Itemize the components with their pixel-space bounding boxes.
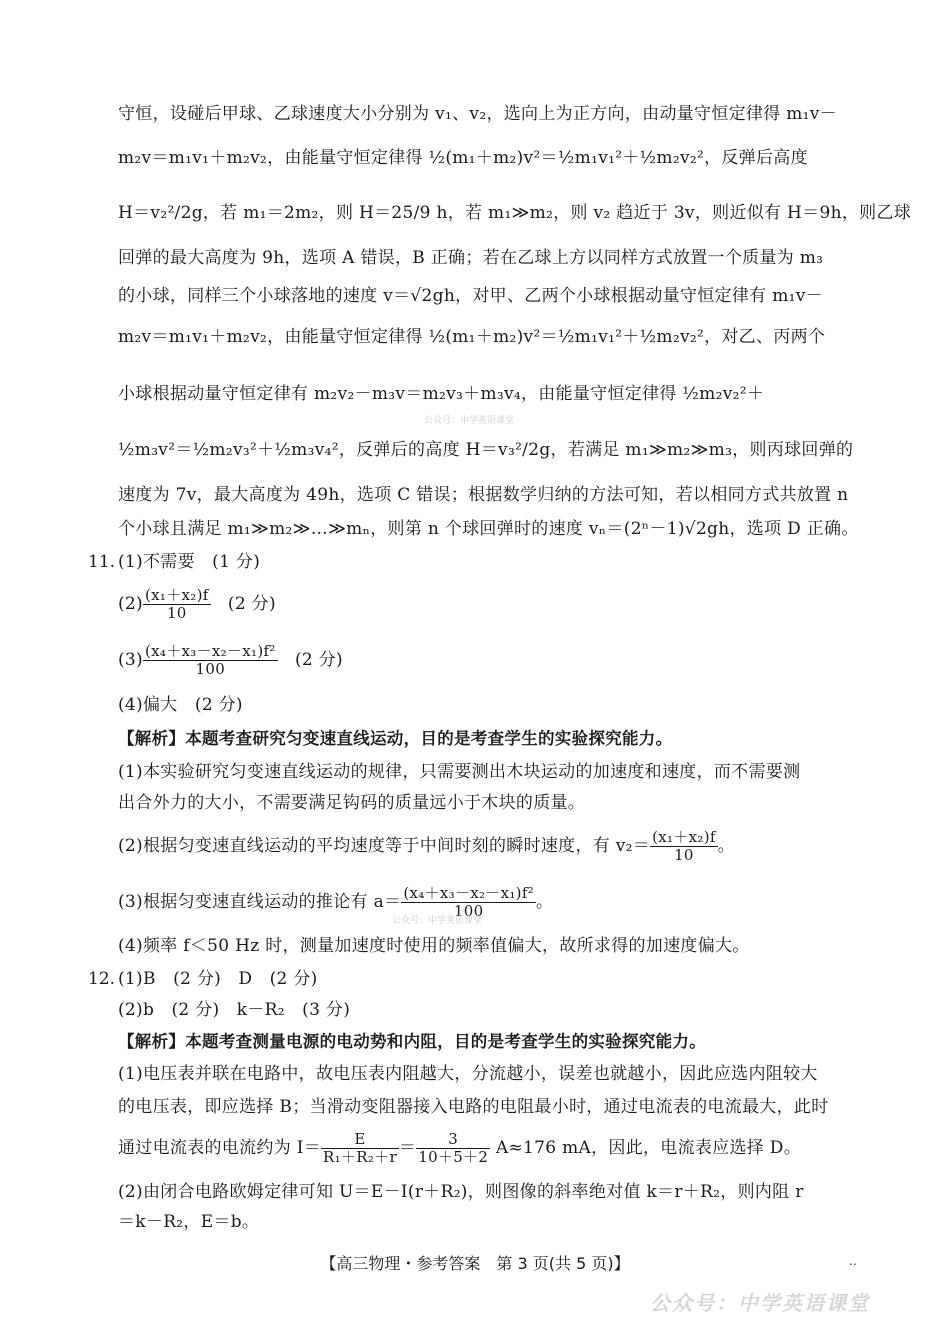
footer-dots: .. xyxy=(849,1254,857,1268)
text-line: (3)根据匀变速直线运动的推论有 a＝ $\frac{\text{(x₄＋x₃－x₂－x₁)f²}}{100}$ 。 xyxy=(118,884,554,920)
text-line: H＝v₂²/2g，若 m₁＝2m₂，则 H＝25/9 h，若 m₁≫m₂，则 v₂ 趋近于 3v，则近似有 H＝9h，则乙球 xyxy=(118,203,912,223)
fraction: $\frac{\text{(x₄＋x₃－x₂－x₁)f²}}{100}$ xyxy=(144,642,276,678)
text-line: 通过电流表的电流约为 I＝ $\frac{E}{\text{R₁＋R₂＋r}}$ ＝ $\frac{3}{10+5+2}$ A≈176 mA，因此，电流表应选择 D。 xyxy=(118,1130,802,1166)
text-line: (1)本实验研究匀变速直线运动的规律，只需要测出木块运动的加速度和速度，而不需要测 xyxy=(118,762,801,782)
fraction: $\frac{3}{10+5+2}$ xyxy=(418,1130,489,1166)
watermark-small: 公众号：中学英语课堂 xyxy=(424,416,515,426)
answer-line: (2)b (2 分) k－R₂ (3 分) xyxy=(118,1000,351,1020)
text-line: (2)由闭合电路欧姆定律可知 U＝E－I(r＋R₂)，则图像的斜率绝对值 k＝r＋R₂，则内阻 r xyxy=(118,1182,804,1202)
fraction: $\frac{E}{\text{R₁＋R₂＋r}}$ xyxy=(323,1130,397,1166)
text-line: m₂v＝m₁v₁＋m₂v₂，由能量守恒定律得 ½(m₁＋m₂)v²＝½m₁v₁²＋½m₂v₂²，反弹后高度 xyxy=(118,148,808,168)
analysis-heading: 【解析】本题考查研究匀变速直线运动，目的是考查学生的实验探究能力。 xyxy=(118,729,673,748)
question-number: 12. xyxy=(88,969,116,989)
text-line: ½m₃v²＝½m₂v₃²＋½m₃v₄²，反弹后的高度 H＝v₃²/2g，若满足 m₁≫m₂≫m₃，则丙球回弹的 xyxy=(118,440,854,460)
text-line: 的小球，同样三个小球落地的速度 v＝√2gh，对甲、乙两个小球根据动量守恒定律有 m₁v－ xyxy=(118,286,823,306)
text-line: (4)频率 f＜50 Hz 时，测量加速度时使用的频率值偏大，故所求得的加速度偏大。 xyxy=(118,936,750,956)
watermark-large: 公众号：中学英语课堂 xyxy=(650,1291,870,1315)
answer-line: (1)不需要 (1 分) xyxy=(118,552,261,572)
text-line: 的电压表，即应选择 B；当滑动变阻器接入电路的电阻最小时，通过电流表的电流最大，此时 xyxy=(118,1097,829,1117)
text-line: ＝k－R₂，E＝b。 xyxy=(118,1212,260,1232)
answer-line: (1)B (2 分) D (2 分) xyxy=(118,969,318,989)
fraction: $\frac{\text{(x₁＋x₂)f}}{10}$ xyxy=(652,828,716,864)
analysis-heading: 【解析】本题考查测量电源的电动势和内阻，目的是考查学生的实验探究能力。 xyxy=(118,1032,706,1051)
text-line: 速度为 7v，最大高度为 49h，选项 C 错误；根据数学归纳的方法可知，若以相同方式共放置 n xyxy=(118,485,849,505)
answer-line: (2) $\frac{\text{(x₁＋x₂)f}}{10}$ (2 分) xyxy=(118,586,276,622)
text-line: (1)电压表并联在电路中，故电压表内阻越大，分流越小，误差也就越小，因此应选内阻较大 xyxy=(118,1064,818,1084)
page-footer: 【高三物理・参考答案 第 3 页(共 5 页)】 xyxy=(320,1254,630,1273)
text-line: 回弹的最大高度为 9h，选项 A 错误，B 正确；若在乙球上方以同样方式放置一个质量为 m₃ xyxy=(118,248,824,268)
fraction: $\frac{\text{(x₁＋x₂)f}}{10}$ xyxy=(144,586,209,622)
text-line: m₂v＝m₁v₁＋m₂v₂，由能量守恒定律得 ½(m₁＋m₂)v²＝½m₁v₁²＋½m₂v₂²，对乙、丙两个 xyxy=(118,327,826,347)
question-number: 11. xyxy=(88,552,116,572)
watermark-small: 公众号：中学英语课堂 xyxy=(392,916,483,926)
text-line: 个小球且满足 m₁≫m₂≫…≫mₙ，则第 n 个球回弹时的速度 vₙ＝(2ⁿ－1)√2gh，选项 D 正确。 xyxy=(118,519,859,539)
answer-line: (4)偏大 (2 分) xyxy=(118,695,243,715)
text-line: 出合外力的大小，不需要满足钩码的质量远小于木块的质量。 xyxy=(118,793,586,813)
fraction: $\frac{\text{(x₄＋x₃－x₂－x₁)f²}}{100}$ xyxy=(403,884,534,920)
answer-line: (3) $\frac{\text{(x₄＋x₃－x₂－x₁)f²}}{100}$ (2 分) xyxy=(118,642,343,678)
text-line: 守恒，设碰后甲球、乙球速度大小分别为 v₁、v₂，选向上为正方向，由动量守恒定律得 m₁v－ xyxy=(118,104,837,124)
text-line: 小球根据动量守恒定律有 m₂v₂－m₃v＝m₂v₃＋m₃v₄，由能量守恒定律得 ½m₂v₂²＋ xyxy=(118,384,765,404)
text-line: (2)根据匀变速直线运动的平均速度等于中间时刻的瞬时速度，有 v₂＝ $\frac{\text{(x₁＋x₂)f}}{10}$ 。 xyxy=(118,828,736,864)
